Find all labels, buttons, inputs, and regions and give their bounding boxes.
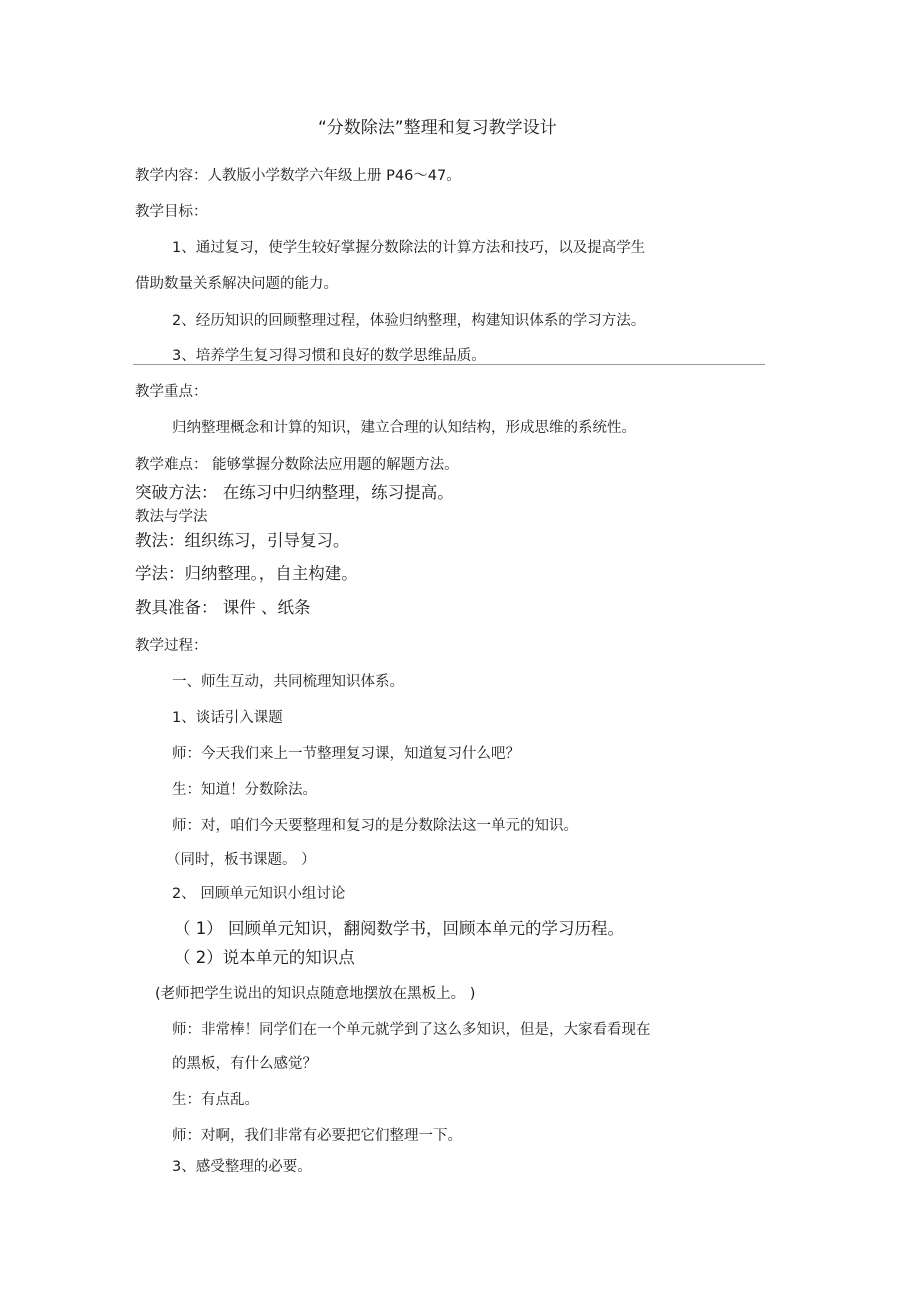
objective-1-cont: 借助数量关系解决问题的能力。 <box>135 276 338 292</box>
teaching-method: 教法：组织练习，引导复习。 <box>135 531 350 550</box>
board-note: （同时，板书课题。 ） <box>166 852 316 868</box>
teacher-line-3-cont: 的黑板，有什么感觉？ <box>172 1056 317 1072</box>
key-points-heading: 教学重点： <box>135 384 208 400</box>
learning-method: 学法：归纳整理。，自主构建。 <box>135 564 358 583</box>
teacher-line-1: 师：今天我们来上一节整理复习课，知道复习什么吧？ <box>172 746 520 762</box>
student-line-2: 生：有点乱。 <box>172 1092 259 1108</box>
teacher-line-4: 师：对啊，我们非常有必要把它们整理一下。 <box>172 1128 462 1144</box>
student-line-1: 生：知道！分数除法。 <box>172 782 317 798</box>
document-title: “分数除法”整理和复习教学设计 <box>318 118 557 138</box>
teacher-action-note: (老师把学生说出的知识点随意地摆放在黑板上。 ) <box>155 986 476 1002</box>
teacher-line-2: 师：对，咱们今天要整理和复习的是分数除法这一单元的知识。 <box>172 818 578 834</box>
section-1-heading: 一、师生互动，共同梳理知识体系。 <box>172 674 404 690</box>
step-3-heading: 3、感受整理的必要。 <box>172 1159 312 1175</box>
teaching-content: 教学内容：人教版小学数学六年级上册 P46～47。 <box>135 168 461 184</box>
step-1-heading: 1、谈话引入课题 <box>172 710 283 726</box>
step-2-heading: 2、 回顾单元知识小组讨论 <box>172 886 346 902</box>
objectives-heading: 教学目标： <box>135 204 208 220</box>
difficulty-text: 教学难点： 能够掌握分数除法应用题的解题方法。 <box>135 457 459 473</box>
objective-2: 2、经历知识的回顾整理过程，体验归纳整理，构建知识体系的学习方法。 <box>172 313 646 329</box>
objective-1: 1、通过复习，使学生较好掌握分数除法的计算方法和技巧，以及提高学生 <box>172 240 646 256</box>
step-2-part-2: （ 2）说本单元的知识点 <box>174 948 355 967</box>
materials: 教具准备： 课件 、纸条 <box>135 598 311 617</box>
key-points-text: 归纳整理概念和计算的知识，建立合理的认知结构，形成思维的系统性。 <box>172 420 636 436</box>
section-divider <box>133 364 765 365</box>
step-2-part-1: （ 1） 回顾单元知识，翻阅数学书，回顾本单元的学习历程。 <box>174 919 624 938</box>
methods-heading: 教法与学法 <box>135 509 208 525</box>
objective-3: 3、培养学生复习得习惯和良好的数学思维品质。 <box>172 348 486 364</box>
process-heading: 教学过程： <box>135 638 208 654</box>
teacher-line-3: 师：非常棒！同学们在一个单元就学到了这么多知识，但是，大家看看现在 <box>172 1022 651 1038</box>
breakthrough-method: 突破方法： 在练习中归纳整理，练习提高。 <box>135 483 454 502</box>
